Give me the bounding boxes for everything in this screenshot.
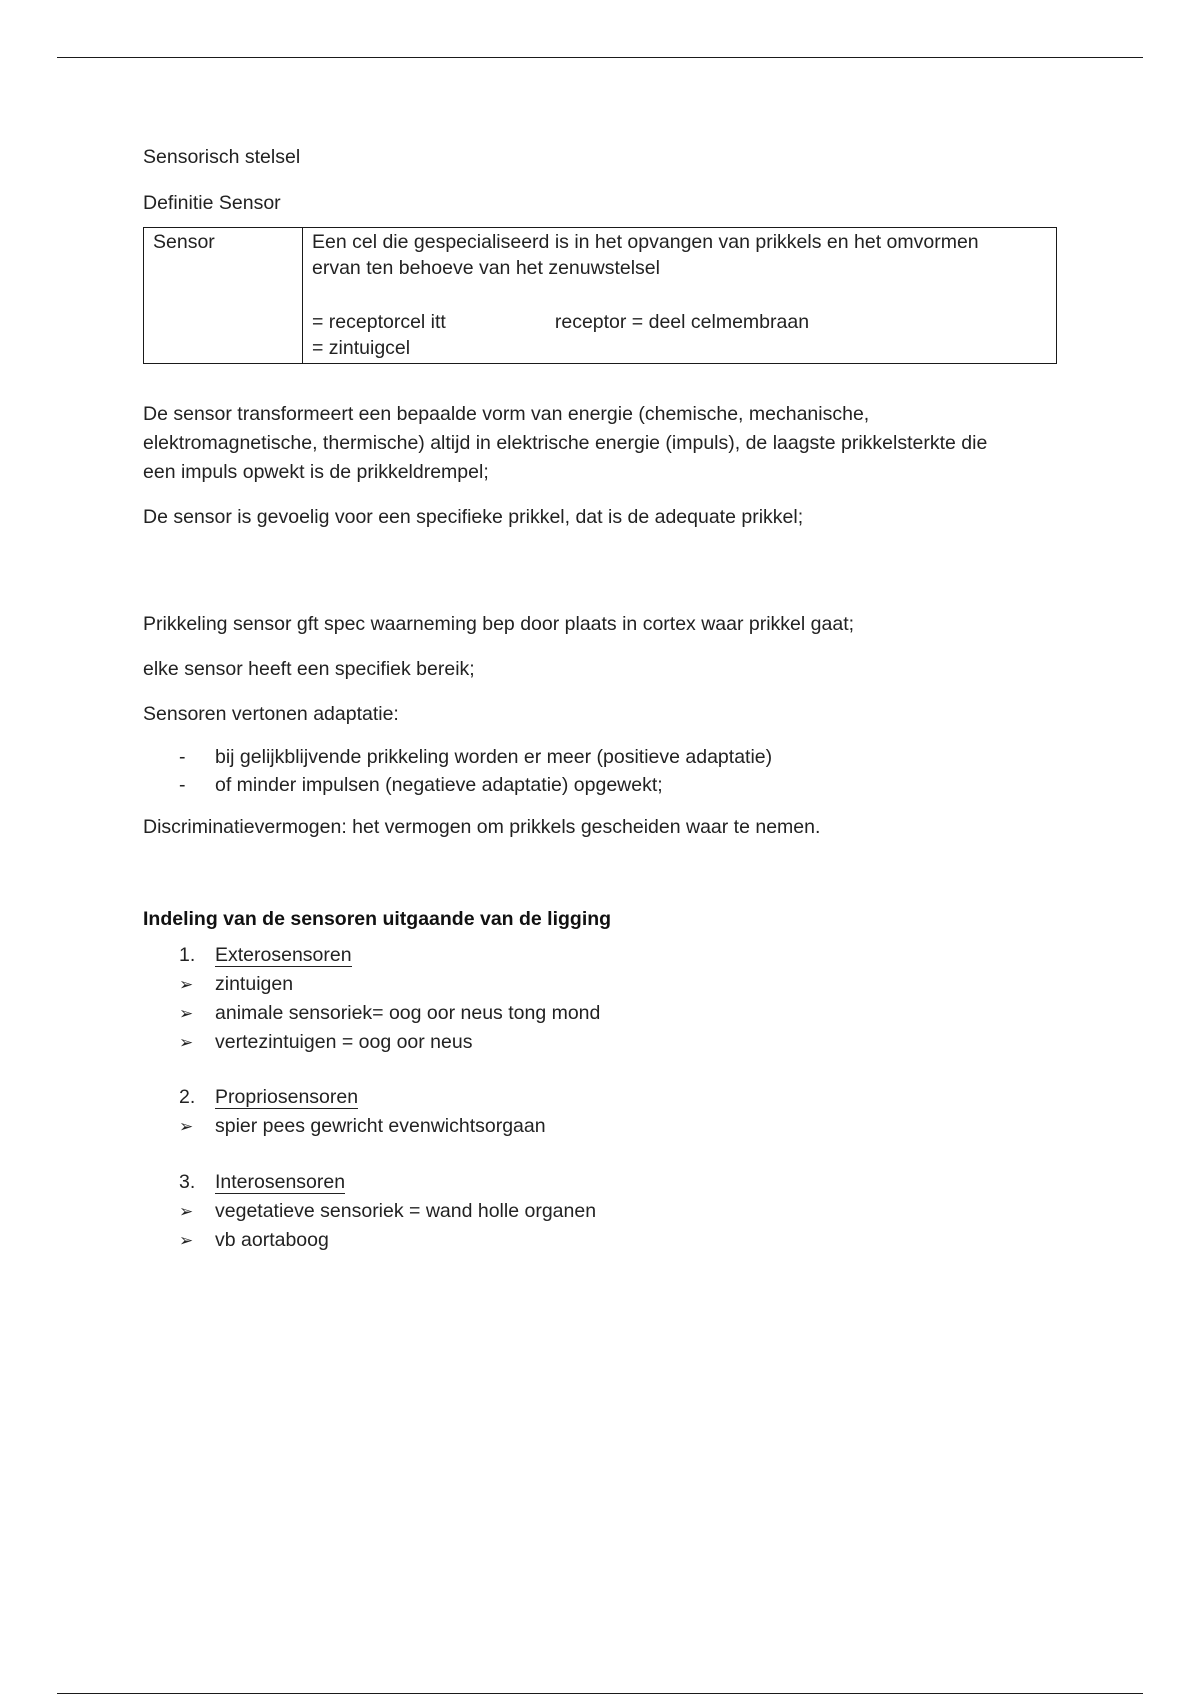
definition-cell [303, 228, 1057, 364]
section-title: Propriosensoren [215, 1086, 359, 1108]
paragraph-bereik: elke sensor heeft een specifiek bereik; [143, 658, 475, 680]
section-heading: Indeling van de sensoren uitgaande van de ligging [143, 908, 612, 930]
list-item: - of minder impulsen (negatieve adaptatie) opgewekt; [179, 774, 663, 796]
footer-rule [57, 1693, 1143, 1694]
adaptation-list [143, 743, 1063, 799]
section-title-row: 2. Propriosensoren [179, 1086, 359, 1108]
definition-line-2: ervan ten behoeve van het zenuwstelsel [312, 257, 660, 279]
section-title: Exterosensoren [215, 944, 352, 966]
paragraph-discriminatie: Discriminatievermogen: het vermogen om prikkels gescheiden waar te nemen. [143, 816, 821, 838]
paragraph-transformation [143, 400, 1063, 487]
paragraph-adaptatie: Sensoren vertonen adaptatie: [143, 703, 399, 725]
paragraph-transformation-line-2: elektromagnetische, thermische) altijd in elektrische energie (impuls), de laagste prikkelsterkte die [143, 432, 988, 454]
header-rule [57, 57, 1143, 58]
section-propriosensoren [143, 1083, 1063, 1141]
list-item: ➢ vegetatieve sensoriek = wand holle organen [143, 1197, 1063, 1226]
definition-table [143, 227, 1057, 364]
arrow-bullet-icon: ➢ [179, 1033, 194, 1052]
arrow-bullet-icon: ➢ [179, 1117, 194, 1136]
section-title-row: 3. Interosensoren [179, 1171, 346, 1193]
list-item: ➢ vb aortaboog [143, 1226, 1063, 1255]
list-item: ➢ animale sensoriek= oog oor neus tong mond [143, 999, 1063, 1028]
paragraph-transformation-line-1: De sensor transformeert een bepaalde vorm van energie (chemische, mechanische, [143, 403, 870, 425]
paragraph-transformation-line-3: een impuls opwekt is de prikkeldrempel; [143, 461, 489, 483]
arrow-bullet-icon: ➢ [179, 975, 194, 994]
section-title: Interosensoren [215, 1171, 346, 1193]
section-exterosensoren [143, 941, 1063, 1057]
page-title: Sensorisch stelsel [143, 146, 301, 168]
definition-note-row [312, 309, 1047, 335]
definition-heading: Definitie Sensor [143, 192, 281, 214]
note-receptor: receptor = deel celmembraan [554, 311, 810, 333]
list-item: ➢ vertezintuigen = oog oor neus [143, 1028, 1063, 1057]
list-item: ➢ spier pees gewricht evenwichtsorgaan [143, 1112, 1063, 1141]
list-item: - bij gelijkblijvende prikkeling worden er meer (positieve adaptatie) [179, 746, 773, 768]
note-receptorcel: = receptorcel itt [312, 311, 446, 333]
definition-line-1: Een cel die gespecialiseerd is in het opvangen van prikkels en het omvormen [312, 231, 979, 253]
definition-term: Sensor [144, 228, 303, 364]
note-zintuigcel: = zintuigcel [312, 337, 411, 359]
section-title-row: 1. Exterosensoren [179, 944, 352, 966]
arrow-bullet-icon: ➢ [179, 1004, 194, 1023]
page-content [143, 143, 1063, 1273]
list-item: ➢ zintuigen [143, 970, 1063, 999]
arrow-bullet-icon: ➢ [179, 1231, 194, 1250]
paragraph-adequate: De sensor is gevoelig voor een specifieke prikkel, dat is de adequate prikkel; [143, 506, 804, 528]
arrow-bullet-icon: ➢ [179, 1202, 194, 1221]
paragraph-prikkeling: Prikkeling sensor gft spec waarneming bep door plaats in cortex waar prikkel gaat; [143, 613, 855, 635]
section-interosensoren [143, 1168, 1063, 1255]
